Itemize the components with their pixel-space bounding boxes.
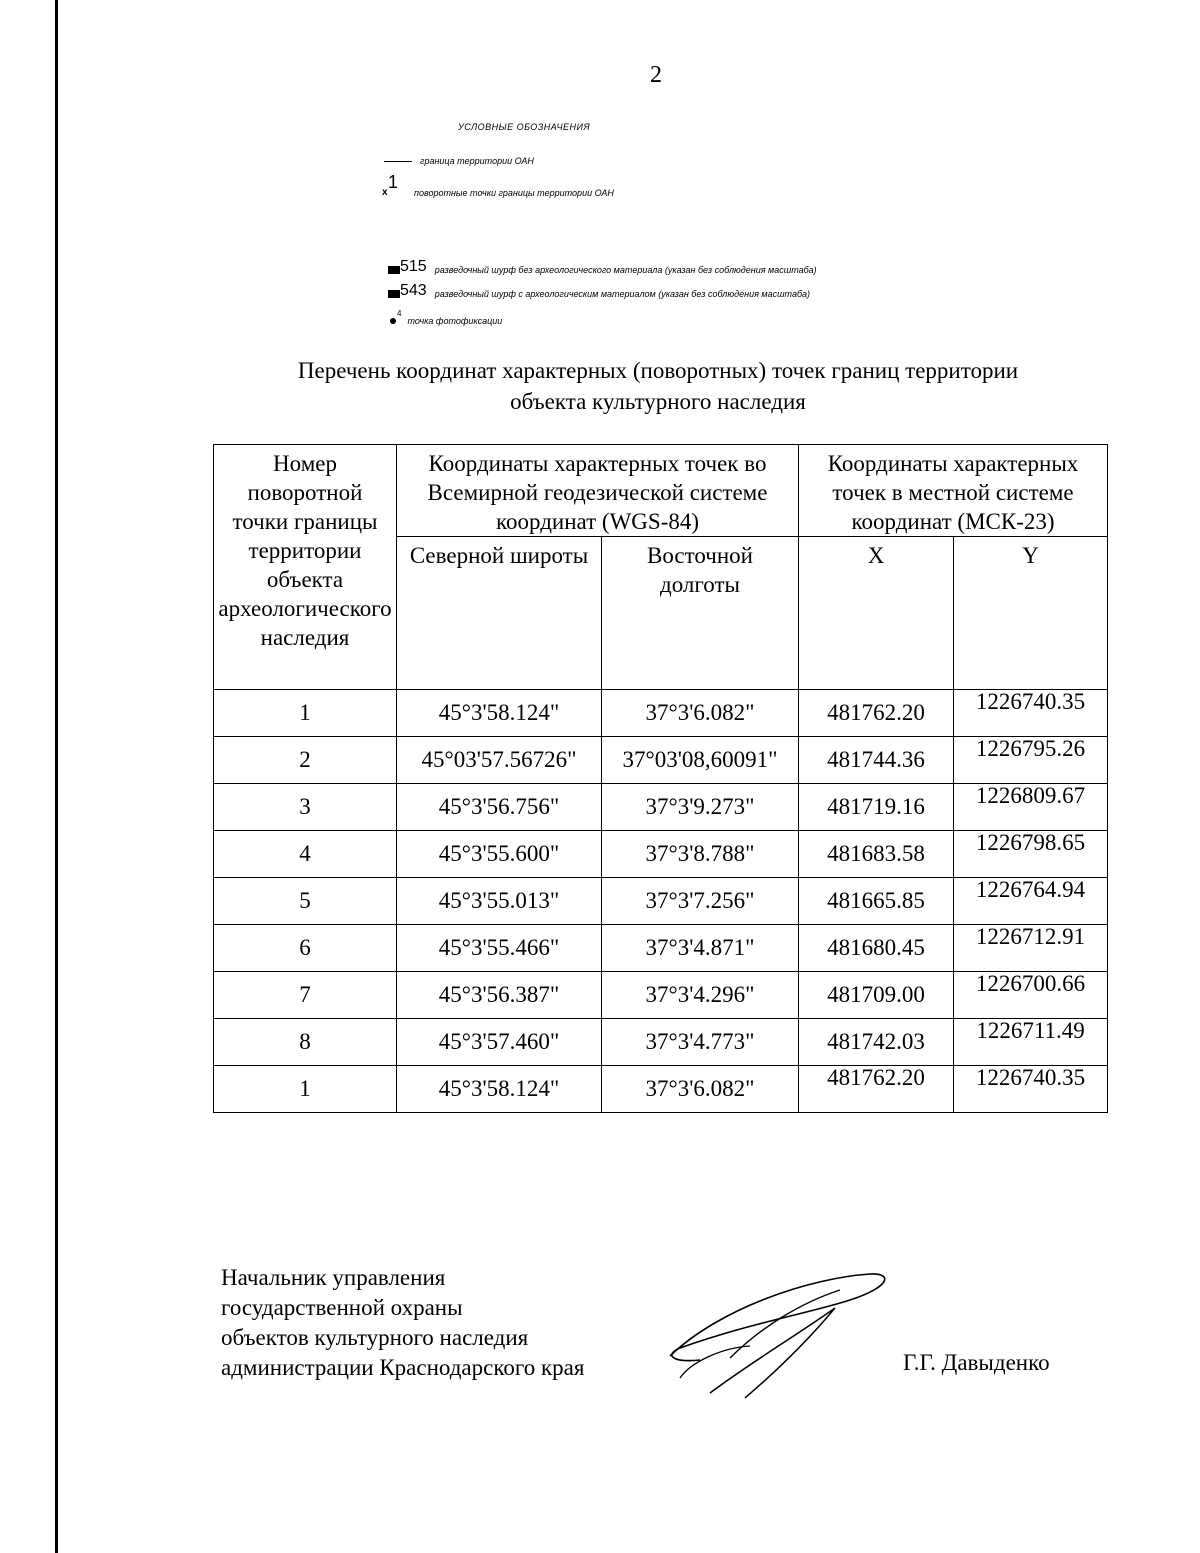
- header-y: Y: [954, 537, 1108, 690]
- legend-item-text: граница территории ОАН: [420, 156, 534, 166]
- table-row: [214, 831, 1108, 878]
- pit-symbol: [388, 290, 400, 298]
- cell-point-number: 2: [214, 737, 397, 784]
- cell-latitude: 45°3'55.013": [397, 878, 602, 925]
- signatory-position-line: Начальник управления: [221, 1265, 446, 1290]
- cell-y: 1226809.67: [954, 784, 1108, 831]
- header-north-latitude: Северной широты: [397, 537, 602, 690]
- cell-point-number: 6: [214, 925, 397, 972]
- cell-longitude: 37°3'7.256": [602, 878, 799, 925]
- signatory-position-line: государственной охраны: [221, 1295, 463, 1320]
- header-east-longitude: Восточной долготы: [602, 537, 799, 690]
- cell-point-number: 1: [214, 1066, 397, 1113]
- cell-longitude: 37°3'6.082": [602, 690, 799, 737]
- page-number: 2: [650, 62, 662, 88]
- page-edge-line: [55, 0, 58, 1553]
- table-row: [214, 737, 1108, 784]
- legend-item-marker: 4: [397, 309, 402, 318]
- legend-item-artifact-pit: [388, 283, 810, 299]
- cell-latitude: 45°3'58.124": [397, 690, 602, 737]
- turning-point-symbol: x 1: [382, 172, 399, 198]
- legend-item-photo-point: [390, 309, 503, 326]
- cell-latitude: 45°03'57.56726": [397, 737, 602, 784]
- cell-y: 1226798.65: [954, 831, 1108, 878]
- cell-y: 1226740.35: [954, 690, 1108, 737]
- cell-latitude: 45°3'56.387": [397, 972, 602, 1019]
- legend-item-turning-points: [382, 172, 614, 198]
- cell-longitude: 37°3'4.773": [602, 1019, 799, 1066]
- cell-point-number: 8: [214, 1019, 397, 1066]
- table-row: [214, 1066, 1108, 1113]
- cell-x: 481680.45: [799, 925, 954, 972]
- cell-point-number: 4: [214, 831, 397, 878]
- cell-point-number: 3: [214, 784, 397, 831]
- table-row: [214, 690, 1108, 737]
- signatory-position-line: объектов культурного наследия: [221, 1325, 529, 1350]
- header-msk23: Координаты характерных точек в местной системе координат (МСК-23): [799, 445, 1108, 537]
- handwritten-signature: [660, 1268, 900, 1408]
- header-point-number: Номер поворотной точки границы территории объекта археологического наследия: [214, 445, 397, 690]
- cell-y: 1226740.35: [954, 1066, 1108, 1113]
- cell-y: 1226795.26: [954, 737, 1108, 784]
- cell-latitude: 45°3'58.124": [397, 1066, 602, 1113]
- cell-x: 481762.20: [799, 1066, 954, 1113]
- boundary-line-symbol: [384, 161, 412, 162]
- pit-symbol: [388, 266, 400, 274]
- cell-latitude: 45°3'55.466": [397, 925, 602, 972]
- table-row: [214, 878, 1108, 925]
- cell-point-number: 7: [214, 972, 397, 1019]
- cell-x: 481719.16: [799, 784, 954, 831]
- cell-longitude: 37°03'08,60091": [602, 737, 799, 784]
- table-row: [214, 972, 1108, 1019]
- cell-longitude: 37°3'9.273": [602, 784, 799, 831]
- cell-latitude: 45°3'55.600": [397, 831, 602, 878]
- cell-x: 481683.58: [799, 831, 954, 878]
- cell-point-number: 5: [214, 878, 397, 925]
- cell-longitude: 37°3'6.082": [602, 1066, 799, 1113]
- document-title: [0, 355, 1200, 417]
- table-row: [214, 1019, 1108, 1066]
- cell-x: 481665.85: [799, 878, 954, 925]
- cell-latitude: 45°3'57.460": [397, 1019, 602, 1066]
- cell-x: 481709.00: [799, 972, 954, 1019]
- signatory-name: Г.Г. Давыденко: [903, 1350, 1050, 1375]
- legend-item-text: поворотные точки границы территории ОАН: [414, 188, 614, 198]
- cell-y: 1226700.66: [954, 972, 1108, 1019]
- legend-item-text: точка фотофиксации: [407, 316, 503, 326]
- header-x: X: [799, 537, 954, 690]
- cell-longitude: 37°3'4.296": [602, 972, 799, 1019]
- legend-item-boundary: [384, 156, 534, 166]
- legend-item-text: разведочный шурф без археологического материала (указан без соблюдения масштаба): [434, 265, 817, 275]
- photo-point-symbol: [390, 318, 396, 324]
- cell-y: 1226711.49: [954, 1019, 1108, 1066]
- coordinates-table: [213, 444, 1108, 1113]
- cell-longitude: 37°3'8.788": [602, 831, 799, 878]
- cell-longitude: 37°3'4.871": [602, 925, 799, 972]
- legend-item-marker: 543: [400, 282, 427, 299]
- cell-latitude: 45°3'56.756": [397, 784, 602, 831]
- signatory-position: [221, 1263, 584, 1383]
- legend-item-empty-pit: [388, 259, 817, 275]
- legend-item-marker: 1: [388, 172, 399, 192]
- signatory-position-line: администрации Краснодарского края: [221, 1355, 585, 1380]
- document-title-line: объекта культурного наследия: [510, 389, 806, 414]
- document-title-line: Перечень координат характерных (поворотных) точек границ территории: [297, 358, 1019, 383]
- cell-x: 481762.20: [799, 690, 954, 737]
- cell-y: 1226764.94: [954, 878, 1108, 925]
- legend-item-text: разведочный шурф с археологическим материалом (указан без соблюдения масштаба): [434, 289, 811, 299]
- cell-y: 1226712.91: [954, 925, 1108, 972]
- legend-item-marker: 515: [400, 258, 427, 275]
- cell-x: 481744.36: [799, 737, 954, 784]
- legend-title: УСЛОВНЫЕ ОБОЗНАЧЕНИЯ: [458, 122, 591, 132]
- cell-x: 481742.03: [799, 1019, 954, 1066]
- cell-point-number: 1: [214, 690, 397, 737]
- table-row: [214, 784, 1108, 831]
- header-wgs84: Координаты характерных точек во Всемирной геодезической системе координат (WGS-84): [397, 445, 799, 537]
- table-row: [214, 925, 1108, 972]
